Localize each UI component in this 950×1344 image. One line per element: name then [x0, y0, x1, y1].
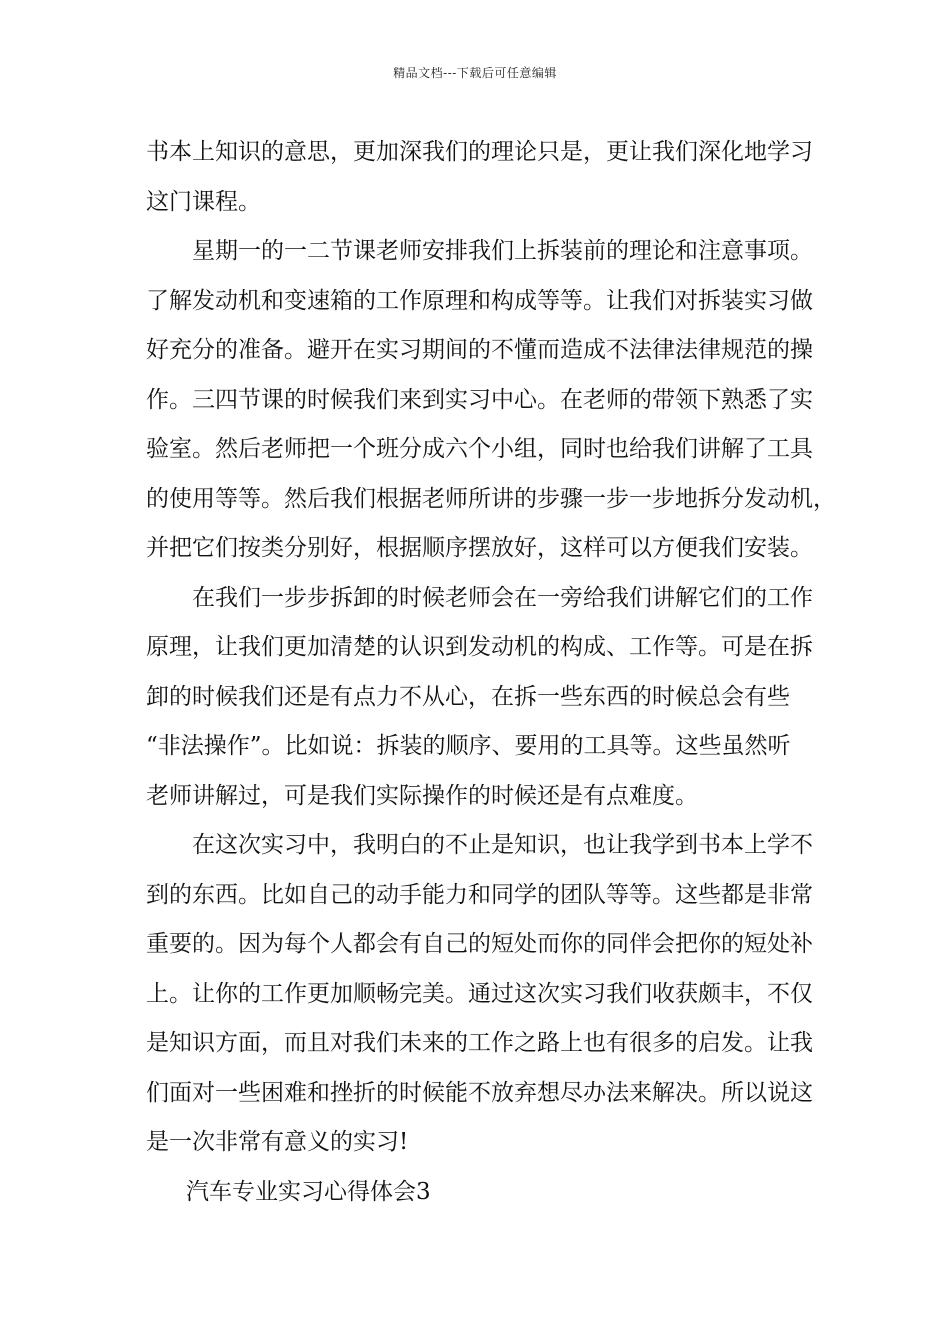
text-line: 书本上知识的意思，更加深我们的理论只是，更让我们深化地学习 [146, 139, 813, 165]
text-line: 老师讲解过，可是我们实际操作的时候还是有点难度。 [146, 782, 698, 809]
page-header: 精品文档---下载后可任意编辑 [393, 66, 557, 80]
document-body [146, 128, 836, 1217]
text-line: 的使用等等。然后我们根据老师所讲的步骤一步一步地拆分发动机， [146, 485, 836, 512]
paragraph-2 [146, 227, 836, 574]
text-line: 作。三四节课的时候我们来到实习中心。在老师的带领下熟悉了实 [146, 386, 813, 413]
text-line: 好充分的准备。避开在实习期间的不懂而造成不法律法律规范的操 [146, 337, 813, 363]
text-line: 是一次非常有意义的实习! [146, 1129, 409, 1155]
text-line: 并把它们按类分别好，根据顺序摆放好，这样可以方便我们安装。 [146, 535, 813, 561]
text-line: 到的东西。比如自己的动手能力和同学的团队等等。这些都是非常 [146, 881, 813, 908]
text-line: 星期一的一二节课老师安排我们上拆装前的理论和注意事项。 [192, 238, 813, 264]
paragraph-3 [146, 574, 816, 822]
text-line: 原理，让我们更加清楚的认识到发动机的构成、工作等。可是在拆 [146, 634, 813, 660]
text-line: 在我们一步步拆卸的时候老师会在一旁给我们讲解它们的工作 [192, 584, 813, 611]
paragraph-1 [146, 128, 816, 227]
paragraph-4 [146, 821, 816, 1168]
text-line: “非法操作”。比如说：拆装的顺序、要用的工具等。这些虽然听 [146, 733, 791, 759]
text-line: 卸的时候我们还是有点力不从心，在拆一些东西的时候总会有些 [146, 683, 790, 710]
text-line: 是知识方面，而且对我们未来的工作之路上也有很多的启发。让我 [146, 1030, 813, 1056]
text-line: 验室。然后老师把一个班分成六个小组，同时也给我们讲解了工具 [146, 436, 813, 462]
text-line: 重要的。因为每个人都会有自己的短处而你的同伴会把你的短处补 [146, 931, 813, 957]
text-line: 这门课程。 [146, 188, 261, 215]
text-line: 上。让你的工作更加顺畅完美。通过这次实习我们收获颇丰，不仅 [146, 980, 813, 1007]
text-line: 们面对一些困难和挫折的时候能不放弃想尽办法来解决。所以说这 [146, 1079, 813, 1106]
text-line: 在这次实习中，我明白的不止是知识，也让我学到书本上学不 [192, 832, 813, 858]
text-line: 了解发动机和变速箱的工作原理和构成等等。让我们对拆装实习做 [146, 287, 813, 314]
section-title: 汽车专业实习心得体会3 [186, 1178, 431, 1205]
